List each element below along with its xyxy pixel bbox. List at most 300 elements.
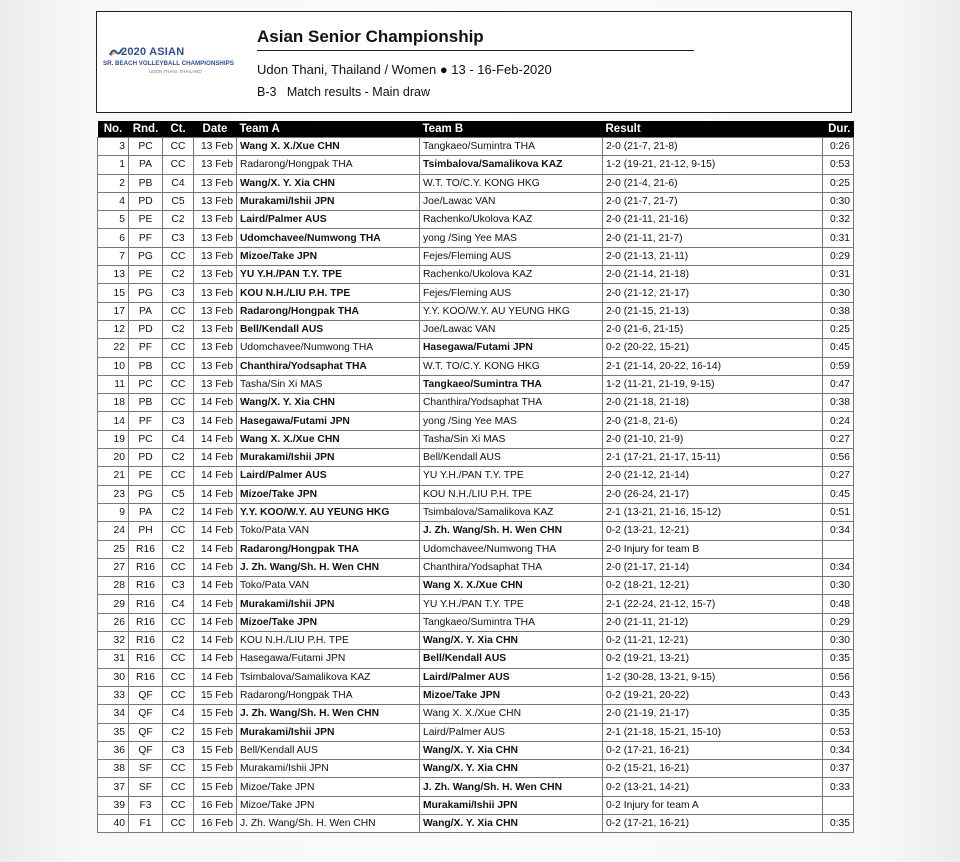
cell-date: 14 Feb <box>194 449 237 467</box>
cell-match-no: 22 <box>98 339 129 357</box>
cell-duration: 0:53 <box>823 156 854 174</box>
cell-team-b: Chanthira/Yodsaphat THA <box>420 394 603 412</box>
cell-duration: 0:26 <box>823 138 854 156</box>
cell-team-a: Mizoe/Take JPN <box>237 778 420 796</box>
cell-team-b: Y.Y. KOO/W.Y. AU YEUNG HKG <box>420 302 603 320</box>
cell-date: 13 Feb <box>194 229 237 247</box>
cell-result: 2-0 (21-13, 21-11) <box>603 247 823 265</box>
cell-result: 2-0 (21-14, 21-18) <box>603 266 823 284</box>
cell-duration: 0:45 <box>823 485 854 503</box>
table-row <box>98 138 854 156</box>
table-row <box>98 229 854 247</box>
table-row <box>98 558 854 576</box>
cell-team-b: Rachenko/Ukolova KAZ <box>420 211 603 229</box>
cell-match-no: 40 <box>98 814 129 832</box>
logo-location: UDON THANI, THAILAND <box>149 69 202 74</box>
cell-court: C3 <box>163 577 194 595</box>
cell-team-a: Mizoe/Take JPN <box>237 613 420 631</box>
cell-match-no: 18 <box>98 394 129 412</box>
cell-round: QF <box>129 723 163 741</box>
cell-court: CC <box>163 796 194 814</box>
cell-team-b: Wang/X. Y. Xia CHN <box>420 632 603 650</box>
cell-duration: 0:30 <box>823 632 854 650</box>
cell-date: 13 Feb <box>194 156 237 174</box>
cell-date: 13 Feb <box>194 247 237 265</box>
cell-match-no: 32 <box>98 632 129 650</box>
cell-match-no: 6 <box>98 229 129 247</box>
cell-date: 14 Feb <box>194 595 237 613</box>
cell-court: C2 <box>163 503 194 521</box>
cell-round: PA <box>129 302 163 320</box>
table-row <box>98 485 854 503</box>
cell-result: 2-1 (21-18, 15-21, 15-10) <box>603 723 823 741</box>
cell-round: PH <box>129 522 163 540</box>
cell-team-b: YU Y.H./PAN T.Y. TPE <box>420 595 603 613</box>
col-header-court: Ct. <box>163 121 194 138</box>
cell-result: 0-2 (17-21, 16-21) <box>603 741 823 759</box>
cell-duration: 0:32 <box>823 211 854 229</box>
table-row <box>98 686 854 704</box>
cell-round: PA <box>129 503 163 521</box>
table-row <box>98 192 854 210</box>
table-row <box>98 577 854 595</box>
cell-team-b: YU Y.H./PAN T.Y. TPE <box>420 467 603 485</box>
col-header-team-b: Team B <box>420 121 603 138</box>
cell-round: R16 <box>129 540 163 558</box>
cell-team-a: Toko/Pata VAN <box>237 577 420 595</box>
cell-team-b: Joe/Lawac VAN <box>420 320 603 338</box>
cell-result: 2-1 (17-21, 21-17, 15-11) <box>603 449 823 467</box>
cell-court: C4 <box>163 595 194 613</box>
cell-match-no: 12 <box>98 320 129 338</box>
cell-match-no: 2 <box>98 174 129 192</box>
col-header-round: Rnd. <box>129 121 163 138</box>
cell-date: 15 Feb <box>194 723 237 741</box>
cell-duration: 0:30 <box>823 577 854 595</box>
cell-result: 2-0 (21-7, 21-7) <box>603 192 823 210</box>
document-title: Asian Senior Championship <box>257 27 484 46</box>
table-row <box>98 339 854 357</box>
cell-date: 15 Feb <box>194 686 237 704</box>
cell-result: 2-0 (21-7, 21-8) <box>603 138 823 156</box>
cell-match-no: 35 <box>98 723 129 741</box>
table-header-row <box>98 121 854 138</box>
cell-team-b: Wang/X. Y. Xia CHN <box>420 760 603 778</box>
cell-team-a: Hasegawa/Futami JPN <box>237 412 420 430</box>
cell-court: CC <box>163 156 194 174</box>
table-row <box>98 540 854 558</box>
col-header-result: Result <box>603 121 823 138</box>
cell-team-a: Bell/Kendall AUS <box>237 320 420 338</box>
cell-duration: 0:34 <box>823 741 854 759</box>
cell-date: 14 Feb <box>194 467 237 485</box>
cell-team-b: J. Zh. Wang/Sh. H. Wen CHN <box>420 522 603 540</box>
cell-result: 1-2 (11-21, 21-19, 9-15) <box>603 375 823 393</box>
table-row <box>98 503 854 521</box>
cell-team-b: J. Zh. Wang/Sh. H. Wen CHN <box>420 778 603 796</box>
match-results-table <box>97 121 854 833</box>
cell-match-no: 17 <box>98 302 129 320</box>
cell-result: 0-2 (13-21, 14-21) <box>603 778 823 796</box>
cell-court: CC <box>163 686 194 704</box>
cell-round: PA <box>129 156 163 174</box>
cell-team-b: Bell/Kendall AUS <box>420 650 603 668</box>
cell-court: C4 <box>163 174 194 192</box>
cell-date: 13 Feb <box>194 320 237 338</box>
cell-match-no: 30 <box>98 668 129 686</box>
cell-round: PG <box>129 284 163 302</box>
cell-round: F1 <box>129 814 163 832</box>
table-row <box>98 357 854 375</box>
table-row <box>98 174 854 192</box>
cell-round: PD <box>129 449 163 467</box>
cell-court: CC <box>163 302 194 320</box>
cell-date: 14 Feb <box>194 632 237 650</box>
cell-round: PC <box>129 138 163 156</box>
cell-court: C2 <box>163 320 194 338</box>
cell-court: C2 <box>163 540 194 558</box>
cell-court: C2 <box>163 211 194 229</box>
table-row <box>98 632 854 650</box>
cell-date: 14 Feb <box>194 668 237 686</box>
cell-duration: 0:45 <box>823 339 854 357</box>
table-row <box>98 741 854 759</box>
cell-round: R16 <box>129 632 163 650</box>
cell-date: 14 Feb <box>194 430 237 448</box>
table-row <box>98 394 854 412</box>
cell-date: 14 Feb <box>194 613 237 631</box>
table-row <box>98 668 854 686</box>
table-row <box>98 760 854 778</box>
cell-team-a: KOU N.H./LIU P.H. TPE <box>237 632 420 650</box>
table-row <box>98 284 854 302</box>
cell-round: PB <box>129 357 163 375</box>
cell-team-b: Wang X. X./Xue CHN <box>420 577 603 595</box>
cell-date: 16 Feb <box>194 814 237 832</box>
cell-duration: 0:51 <box>823 503 854 521</box>
cell-date: 14 Feb <box>194 558 237 576</box>
cell-match-no: 37 <box>98 778 129 796</box>
cell-team-a: Toko/Pata VAN <box>237 522 420 540</box>
cell-match-no: 36 <box>98 741 129 759</box>
logo-subtitle: SR. BEACH VOLLEYBALL CHAMPIONSHIPS <box>103 60 234 67</box>
table-row <box>98 778 854 796</box>
cell-result: 2-0 (21-11, 21-16) <box>603 211 823 229</box>
cell-result: 2-0 (21-10, 21-9) <box>603 430 823 448</box>
table-row <box>98 705 854 723</box>
cell-result: 2-0 (21-12, 21-17) <box>603 284 823 302</box>
col-header-no: No. <box>98 121 129 138</box>
cell-match-no: 33 <box>98 686 129 704</box>
cell-court: C2 <box>163 449 194 467</box>
cell-round: PG <box>129 247 163 265</box>
cell-duration: 0:27 <box>823 467 854 485</box>
cell-date: 14 Feb <box>194 485 237 503</box>
table-row <box>98 211 854 229</box>
cell-duration: 0:29 <box>823 613 854 631</box>
cell-match-no: 23 <box>98 485 129 503</box>
cell-result: 0-2 (19-21, 20-22) <box>603 686 823 704</box>
cell-court: CC <box>163 522 194 540</box>
cell-match-no: 3 <box>98 138 129 156</box>
table-row <box>98 650 854 668</box>
cell-date: 13 Feb <box>194 339 237 357</box>
cell-court: CC <box>163 668 194 686</box>
cell-team-b: Fejes/Fleming AUS <box>420 247 603 265</box>
cell-match-no: 27 <box>98 558 129 576</box>
cell-round: PE <box>129 211 163 229</box>
cell-result: 1-2 (19-21, 21-12, 9-15) <box>603 156 823 174</box>
cell-date: 15 Feb <box>194 705 237 723</box>
cell-date: 13 Feb <box>194 357 237 375</box>
table-row <box>98 796 854 814</box>
cell-team-a: Laird/Palmer AUS <box>237 467 420 485</box>
cell-team-a: Tasha/Sin Xi MAS <box>237 375 420 393</box>
cell-team-b: Tasha/Sin Xi MAS <box>420 430 603 448</box>
cell-team-b: Wang/X. Y. Xia CHN <box>420 741 603 759</box>
cell-team-b: Wang/X. Y. Xia CHN <box>420 814 603 832</box>
cell-duration: 0:56 <box>823 668 854 686</box>
cell-round: R16 <box>129 668 163 686</box>
cell-team-b: Tangkaeo/Sumintra THA <box>420 138 603 156</box>
cell-team-a: Hasegawa/Futami JPN <box>237 650 420 668</box>
document-label: B-3 Match results - Main draw <box>257 85 430 99</box>
cell-court: C3 <box>163 284 194 302</box>
cell-match-no: 31 <box>98 650 129 668</box>
cell-result: 2-1 (22-24, 21-12, 15-7) <box>603 595 823 613</box>
cell-court: CC <box>163 558 194 576</box>
cell-team-b: Murakami/Ishii JPN <box>420 796 603 814</box>
cell-result: 2-0 (21-6, 21-15) <box>603 320 823 338</box>
cell-team-b: Wang X. X./Xue CHN <box>420 705 603 723</box>
cell-team-a: Mizoe/Take JPN <box>237 247 420 265</box>
cell-match-no: 13 <box>98 266 129 284</box>
cell-date: 13 Feb <box>194 266 237 284</box>
cell-match-no: 1 <box>98 156 129 174</box>
cell-team-b: Chanthira/Yodsaphat THA <box>420 558 603 576</box>
cell-duration: 0:56 <box>823 449 854 467</box>
cell-court: CC <box>163 339 194 357</box>
title-divider <box>257 50 694 51</box>
cell-team-a: Murakami/Ishii JPN <box>237 449 420 467</box>
cell-round: F3 <box>129 796 163 814</box>
cell-team-b: Tangkaeo/Sumintra THA <box>420 613 603 631</box>
table-row <box>98 247 854 265</box>
cell-team-a: Y.Y. KOO/W.Y. AU YEUNG HKG <box>237 503 420 521</box>
cell-duration: 0:34 <box>823 522 854 540</box>
cell-duration: 0:34 <box>823 558 854 576</box>
cell-duration <box>823 796 854 814</box>
cell-round: PD <box>129 320 163 338</box>
cell-date: 14 Feb <box>194 412 237 430</box>
table-row <box>98 266 854 284</box>
cell-court: C5 <box>163 485 194 503</box>
cell-team-a: Wang X. X./Xue CHN <box>237 138 420 156</box>
table-row <box>98 320 854 338</box>
cell-duration: 0:33 <box>823 778 854 796</box>
cell-duration: 0:35 <box>823 650 854 668</box>
cell-team-a: Chanthira/Yodsaphat THA <box>237 357 420 375</box>
cell-round: QF <box>129 705 163 723</box>
cell-team-a: Radarong/Hongpak THA <box>237 686 420 704</box>
cell-duration: 0:29 <box>823 247 854 265</box>
event-logo <box>103 42 251 88</box>
cell-duration: 0:37 <box>823 760 854 778</box>
cell-match-no: 24 <box>98 522 129 540</box>
cell-round: PF <box>129 412 163 430</box>
cell-team-a: Murakami/Ishii JPN <box>237 760 420 778</box>
cell-match-no: 34 <box>98 705 129 723</box>
cell-team-b: yong /Sing Yee MAS <box>420 229 603 247</box>
cell-result: 2-0 (21-17, 21-14) <box>603 558 823 576</box>
cell-round: PC <box>129 430 163 448</box>
cell-team-a: Radarong/Hongpak THA <box>237 302 420 320</box>
cell-team-b: Laird/Palmer AUS <box>420 723 603 741</box>
cell-team-b: Udomchavee/Numwong THA <box>420 540 603 558</box>
table-row <box>98 449 854 467</box>
cell-match-no: 20 <box>98 449 129 467</box>
cell-result: 2-0 (21-11, 21-12) <box>603 613 823 631</box>
cell-court: C2 <box>163 266 194 284</box>
cell-round: QF <box>129 686 163 704</box>
cell-round: R16 <box>129 577 163 595</box>
cell-round: PB <box>129 394 163 412</box>
cell-duration: 0:38 <box>823 394 854 412</box>
cell-result: 0-2 (11-21, 12-21) <box>603 632 823 650</box>
cell-match-no: 9 <box>98 503 129 521</box>
cell-result: 0-2 (19-21, 13-21) <box>603 650 823 668</box>
cell-result: 2-0 (21-11, 21-7) <box>603 229 823 247</box>
cell-team-a: Murakami/Ishii JPN <box>237 192 420 210</box>
cell-court: CC <box>163 650 194 668</box>
cell-date: 13 Feb <box>194 211 237 229</box>
table-row <box>98 156 854 174</box>
logo-title: 2020 ASIAN <box>121 46 185 58</box>
cell-date: 15 Feb <box>194 778 237 796</box>
cell-match-no: 28 <box>98 577 129 595</box>
cell-team-b: W.T. TO/C.Y. KONG HKG <box>420 357 603 375</box>
cell-team-a: Laird/Palmer AUS <box>237 211 420 229</box>
table-row <box>98 467 854 485</box>
cell-court: C2 <box>163 723 194 741</box>
cell-date: 13 Feb <box>194 174 237 192</box>
cell-court: C3 <box>163 229 194 247</box>
cell-result: 2-0 (21-12, 21-14) <box>603 467 823 485</box>
cell-duration: 0:25 <box>823 320 854 338</box>
cell-team-a: Tsimbalova/Samalikova KAZ <box>237 668 420 686</box>
cell-match-no: 7 <box>98 247 129 265</box>
cell-round: R16 <box>129 613 163 631</box>
cell-round: PF <box>129 229 163 247</box>
cell-court: CC <box>163 814 194 832</box>
cell-duration: 0:35 <box>823 705 854 723</box>
cell-round: PD <box>129 192 163 210</box>
cell-court: CC <box>163 467 194 485</box>
header-box <box>96 11 852 113</box>
cell-duration: 0:31 <box>823 229 854 247</box>
cell-court: CC <box>163 760 194 778</box>
cell-duration: 0:31 <box>823 266 854 284</box>
cell-court: CC <box>163 394 194 412</box>
cell-duration: 0:27 <box>823 430 854 448</box>
cell-round: SF <box>129 778 163 796</box>
cell-match-no: 21 <box>98 467 129 485</box>
cell-result: 2-0 (21-15, 21-13) <box>603 302 823 320</box>
cell-team-b: Rachenko/Ukolova KAZ <box>420 266 603 284</box>
cell-match-no: 39 <box>98 796 129 814</box>
cell-team-a: Radarong/Hongpak THA <box>237 156 420 174</box>
cell-duration: 0:48 <box>823 595 854 613</box>
cell-team-a: Murakami/Ishii JPN <box>237 595 420 613</box>
cell-duration: 0:24 <box>823 412 854 430</box>
cell-round: PC <box>129 375 163 393</box>
cell-court: C4 <box>163 705 194 723</box>
cell-result: 0-2 (15-21, 16-21) <box>603 760 823 778</box>
cell-round: PE <box>129 467 163 485</box>
cell-date: 14 Feb <box>194 650 237 668</box>
cell-team-b: Tangkaeo/Sumintra THA <box>420 375 603 393</box>
cell-duration: 0:53 <box>823 723 854 741</box>
cell-result: 2-0 Injury for team B <box>603 540 823 558</box>
cell-round: PE <box>129 266 163 284</box>
cell-team-b: Tsimbalova/Samalikova KAZ <box>420 503 603 521</box>
cell-team-a: J. Zh. Wang/Sh. H. Wen CHN <box>237 705 420 723</box>
cell-date: 14 Feb <box>194 540 237 558</box>
cell-date: 14 Feb <box>194 522 237 540</box>
table-row <box>98 302 854 320</box>
cell-round: R16 <box>129 595 163 613</box>
cell-round: R16 <box>129 650 163 668</box>
cell-duration: 0:30 <box>823 192 854 210</box>
cell-team-a: Radarong/Hongpak THA <box>237 540 420 558</box>
cell-date: 13 Feb <box>194 284 237 302</box>
cell-team-b: Laird/Palmer AUS <box>420 668 603 686</box>
table-row <box>98 430 854 448</box>
cell-result: 0-2 (17-21, 16-21) <box>603 814 823 832</box>
cell-match-no: 4 <box>98 192 129 210</box>
cell-team-a: J. Zh. Wang/Sh. H. Wen CHN <box>237 558 420 576</box>
cell-match-no: 10 <box>98 357 129 375</box>
cell-match-no: 29 <box>98 595 129 613</box>
cell-result: 2-1 (13-21, 21-16, 15-12) <box>603 503 823 521</box>
cell-team-b: Bell/Kendall AUS <box>420 449 603 467</box>
cell-court: C3 <box>163 741 194 759</box>
cell-duration: 0:59 <box>823 357 854 375</box>
event-location-dates: Udon Thani, Thailand / Women ● 13 - 16-Feb-2020 <box>257 62 552 77</box>
cell-court: CC <box>163 778 194 796</box>
cell-court: CC <box>163 138 194 156</box>
cell-court: C4 <box>163 430 194 448</box>
cell-team-a: Wang/X. Y. Xia CHN <box>237 394 420 412</box>
cell-court: C5 <box>163 192 194 210</box>
cell-team-b: Fejes/Fleming AUS <box>420 284 603 302</box>
table-row <box>98 412 854 430</box>
cell-court: C3 <box>163 412 194 430</box>
cell-court: CC <box>163 375 194 393</box>
cell-match-no: 11 <box>98 375 129 393</box>
cell-court: CC <box>163 357 194 375</box>
cell-duration: 0:43 <box>823 686 854 704</box>
cell-team-a: Wang/X. Y. Xia CHN <box>237 174 420 192</box>
cell-round: PG <box>129 485 163 503</box>
col-header-date: Date <box>194 121 237 138</box>
cell-team-a: Mizoe/Take JPN <box>237 796 420 814</box>
cell-team-b: Joe/Lawac VAN <box>420 192 603 210</box>
cell-team-b: Tsimbalova/Samalikova KAZ <box>420 156 603 174</box>
cell-match-no: 5 <box>98 211 129 229</box>
cell-duration: 0:38 <box>823 302 854 320</box>
cell-match-no: 19 <box>98 430 129 448</box>
